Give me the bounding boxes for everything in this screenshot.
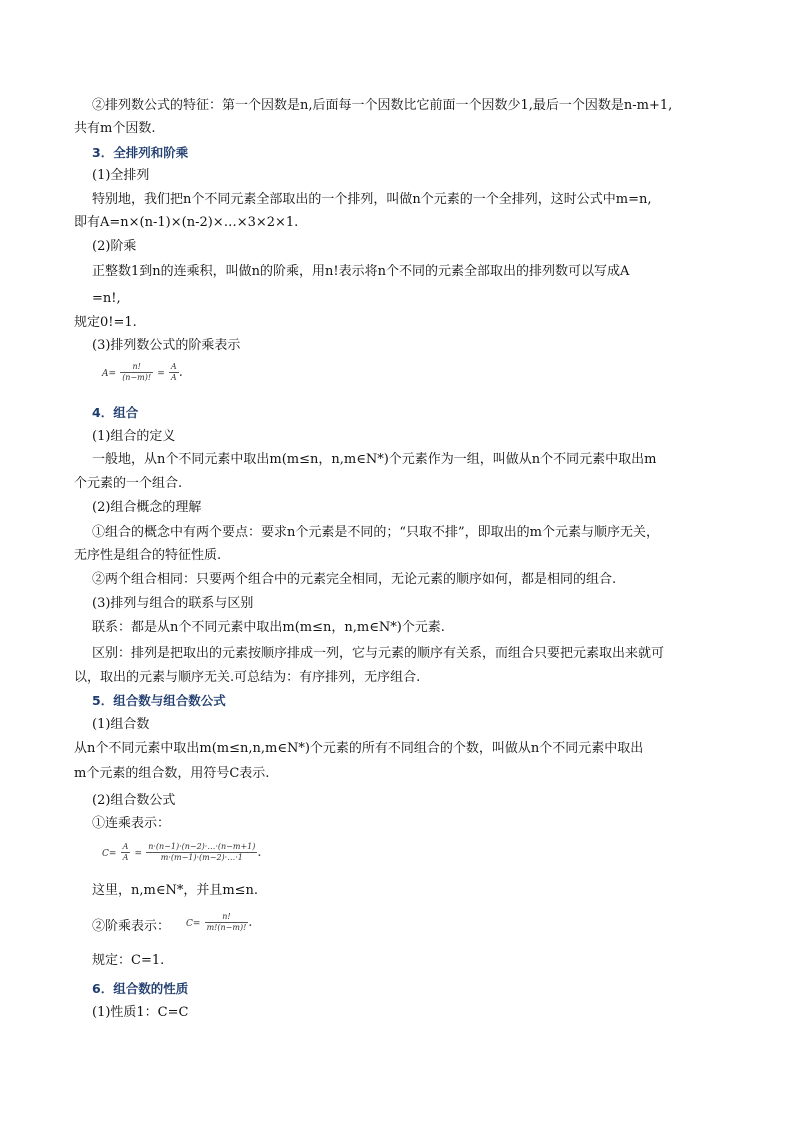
denominator: m·(m−1)·(m−2)·…·1 (160, 853, 243, 862)
subheading: (3)排列与组合的联系与区别 (92, 596, 254, 611)
text-line: 规定0!=1. (74, 315, 137, 330)
comb-product-formula: C= $\frac{A}{A}$ = $\frac{n\cdot(n-1)\cdot(n-2)\cdot\dots\cdot(n-m+1)}{m\cdot(m-1)\cdot(m-2)\cdot\dots\cdot 1}$ . (102, 842, 262, 862)
section-heading: 4．组合 (92, 405, 139, 420)
subheading: (3)排列数公式的阶乘表示 (92, 338, 241, 353)
subheading: (1)组合的定义 (92, 429, 176, 444)
text-line: 即有A=n×(n-1)×(n-2)×…×3×2×1. (74, 215, 299, 230)
text-line: ②阶乘表示： (92, 919, 171, 934)
subheading: (2)组合数公式 (92, 793, 176, 808)
text-line: 从n个不同元素中取出m(m≤n,n,m∈N*)个元素的所有不同组合的个数，叫做从n个不同元素中取出 (74, 741, 644, 756)
text-line: 区别：排列是把取出的元素按顺序排成一列，它与元素的顺序有关系，而组合只要把元素取出来就可 (92, 646, 665, 661)
section-heading: 3．全排列和阶乘 (92, 145, 189, 160)
text-line: 规定：C=1. (92, 953, 165, 968)
text-line: 正整数1到n的连乘积，叫做n的阶乘，用n!表示将n个不同的元素全部取出的排列数可以写成A (92, 264, 630, 279)
text-line: 联系：都是从n个不同元素中取出m(m≤n，n,m∈N*)个元素. (92, 620, 445, 635)
subheading: (2)组合概念的理解 (92, 500, 202, 515)
subheading: (2)阶乘 (92, 239, 137, 254)
section-heading: 5．组合数与组合数公式 (92, 693, 226, 708)
perm-factorial-formula: A= $\frac{n!}{(n-m)!}$ = $\frac{A}{A}$ . (102, 362, 183, 382)
section-heading: 6．组合数的性质 (92, 981, 189, 996)
text-line: ①连乘表示： (92, 816, 171, 831)
text-line: 特别地，我们把n个不同元素全部取出的一个排列，叫做n个元素的一个全排列，这时公式中m=n, (92, 192, 652, 207)
text-line: 以，取出的元素与顺序无关.可总结为：有序排列，无序组合. (74, 670, 421, 685)
text-line: ②两个组合相同：只要两个组合中的元素完全相同，无论元素的顺序如何，都是相同的组合. (92, 572, 617, 587)
text-line: m个元素的组合数，用符号C表示. (74, 766, 270, 781)
text-line: ①组合的概念中有两个要点：要求n个元素是不同的；“只取不排”，即取出的m个元素与顺序无关， (92, 525, 659, 540)
numerator: n! (205, 912, 249, 923)
denominator: m!(n−m)! (206, 923, 247, 932)
subheading: (1)全排列 (92, 168, 150, 183)
subheading: (1)组合数 (92, 717, 150, 732)
text-line: 一般地，从n个不同元素中取出m(m≤n，n,m∈N*)个元素作为一组，叫做从n个不同元素中取出m (92, 452, 657, 467)
text-line: 个元素的一个组合. (74, 476, 183, 491)
text-line: 这里，n,m∈N*，并且m≤n. (92, 883, 259, 898)
text-line: 共有m个因数. (74, 121, 156, 136)
comb-factorial-formula: C= $\frac{n!}{m!(n-m)!}$ . (186, 912, 253, 932)
text-line: =n!, (92, 291, 121, 306)
numerator: n·(n−1)·(n−2)·…·(n−m+1) (148, 842, 256, 851)
text-line: 无序性是组合的特征性质. (74, 548, 222, 563)
text-line: ②排列数公式的特征：第一个因数是n,后面每一个因数比它前面一个因数少1,最后一个因数是n-m+1, (92, 98, 673, 113)
text-line: (1)性质1：C=C (92, 1005, 189, 1020)
